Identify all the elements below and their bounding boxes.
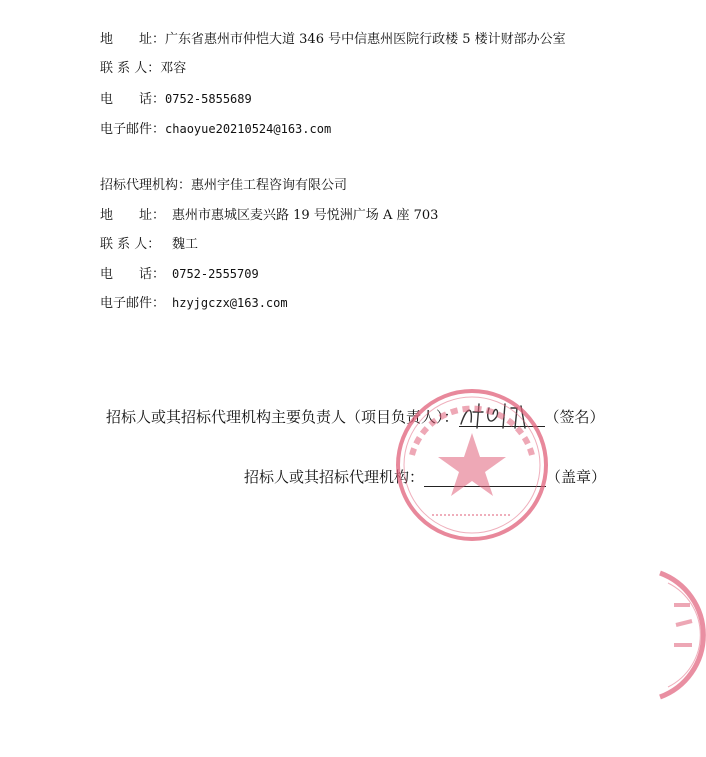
tenderee-contact-value: 邓容 bbox=[160, 61, 187, 76]
agency-name-row bbox=[100, 178, 347, 194]
agency-email-value: hzyjgczx@163.com bbox=[172, 296, 288, 310]
seal-line bbox=[244, 466, 606, 487]
leader-signature-label: 招标人或其招标代理机构主要负责人（项目负责人）： bbox=[106, 408, 459, 426]
tenderee-address-value: 广东省惠州市仲恺大道 346 号中信惠州医院行政楼 5 楼计财部办公室 bbox=[165, 32, 566, 47]
agency-phone-label: 电 话： bbox=[100, 267, 166, 282]
seal-label: 招标人或其招标代理机构： bbox=[244, 468, 425, 486]
leader-signature-line bbox=[106, 406, 605, 427]
tenderee-phone-row bbox=[100, 91, 252, 108]
agency-name-label: 招标代理机构： bbox=[100, 178, 192, 193]
leader-signature-field bbox=[459, 408, 545, 427]
agency-email-row bbox=[100, 295, 288, 312]
agency-phone-row bbox=[100, 266, 259, 283]
agency-contact-value: 魏工 bbox=[172, 237, 199, 252]
agency-contact-label: 联 系 人： bbox=[100, 237, 161, 252]
tenderee-contact-row bbox=[100, 61, 186, 77]
tenderee-address-label: 地 址： bbox=[100, 32, 166, 47]
agency-address-row bbox=[100, 208, 438, 224]
seal-suffix: （盖章） bbox=[546, 468, 607, 486]
tenderee-email-label: 电子邮件： bbox=[100, 122, 166, 137]
agency-address-label: 地 址： bbox=[100, 208, 166, 223]
agency-phone-value: 0752-2555709 bbox=[172, 267, 259, 281]
tenderee-phone-label: 电 话： bbox=[100, 92, 166, 107]
edge-seal-icon bbox=[646, 565, 706, 705]
agency-name-value: 惠州宇佳工程咨询有限公司 bbox=[191, 178, 348, 193]
tenderee-contact-label: 联 系 人： bbox=[100, 61, 161, 76]
tenderee-address-row bbox=[100, 32, 566, 48]
agency-contact-row bbox=[100, 237, 198, 253]
tenderee-phone-value: 0752-5855689 bbox=[165, 92, 252, 106]
tenderee-email-value: chaoyue20210524@163.com bbox=[165, 122, 332, 136]
agency-email-label: 电子邮件： bbox=[100, 296, 166, 311]
leader-signature-suffix: （签名） bbox=[544, 408, 605, 426]
agency-address-value: 惠州市惠城区麦兴路 19 号悦洲广场 A 座 703 bbox=[172, 208, 439, 223]
seal-field bbox=[424, 468, 546, 487]
tenderee-email-row bbox=[100, 121, 331, 138]
